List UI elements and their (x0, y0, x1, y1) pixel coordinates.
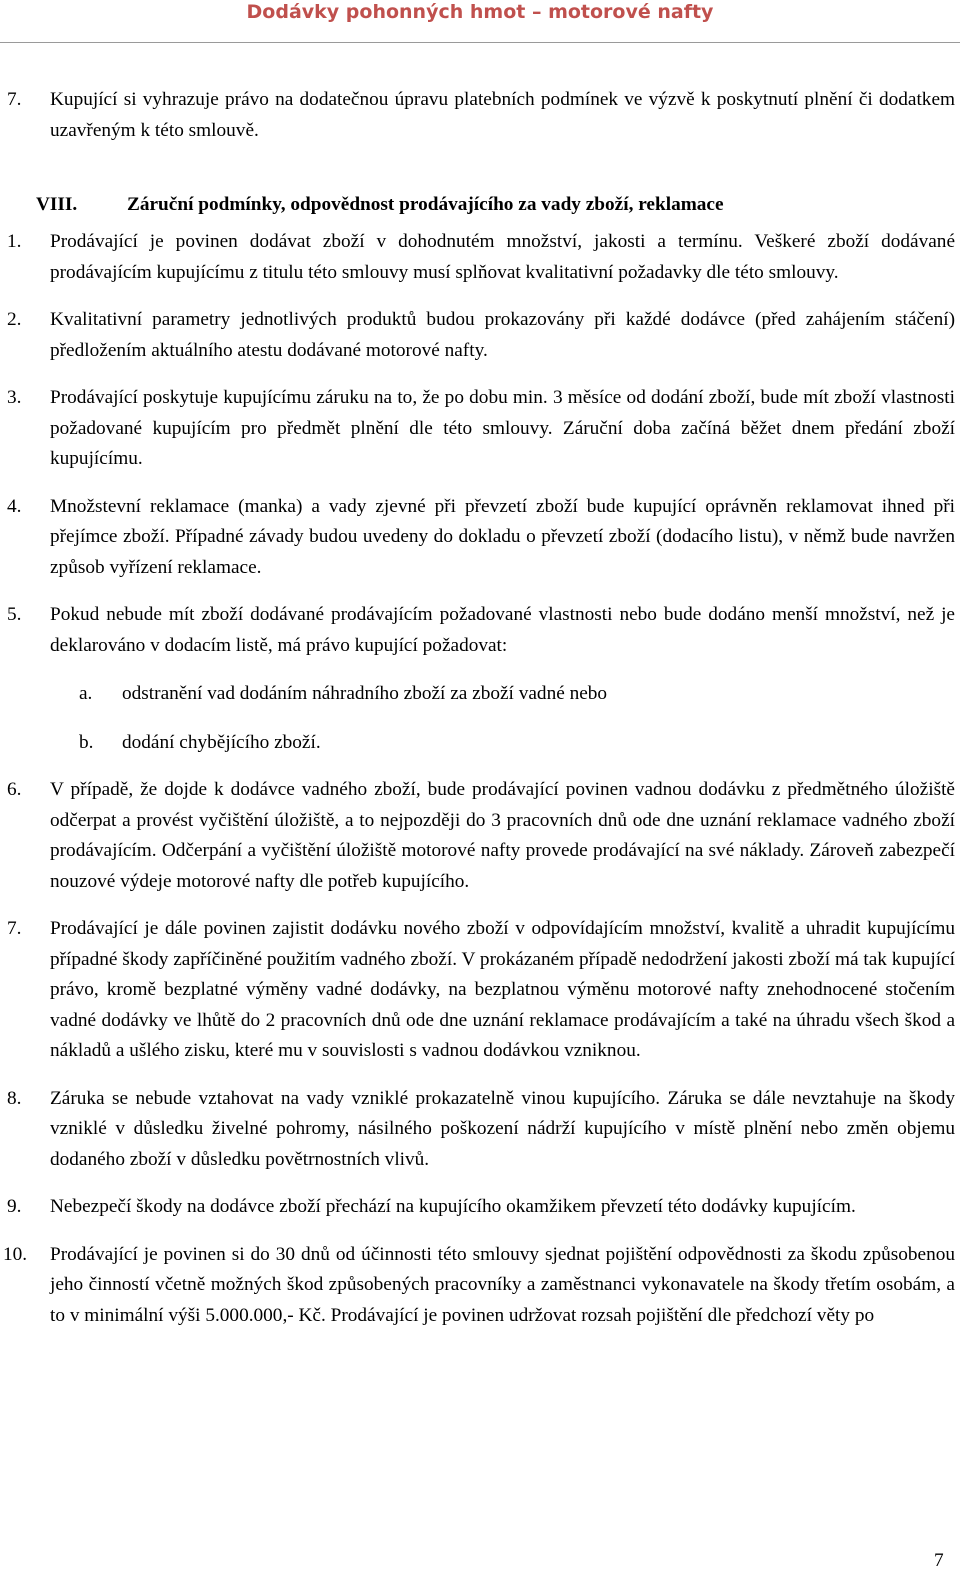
section-number: VIII. (36, 194, 78, 215)
clause-text: Nebezpečí škody na dodávce zboží přechází na kupujícího okamžikem převzetí této dodávky kupujícím. (50, 1196, 856, 1217)
clause-text: V případě, že dojde k dodávce vadného zboží, bude prodávající povinen vadnou dodávku z předmětného úložiště odčerpat a provést vyčištění úložiště, a to nejpozději do 3 pracovních dnů ode dne uznání reklamace vadného zboží prodávajícím. Odčerpání a vyčištění úložiště motorové nafty provede prodávající na své náklady. Zároveň zabezpečí nouzové výdeje motorové nafty dle potřeb kupujícího. (50, 779, 955, 892)
clause-text: Množstevní reklamace (manka) a vady zjevné při převzetí zboží bude kupující oprávněn reklamovat ihned při přejímce zboží. Případné závady budou uvedeny do dokladu o převzetí zboží (dodacího listu), v němž bude navržen způsob vyřízení reklamace. (50, 495, 955, 578)
subclause-text: dodání chybějícího zboží. (122, 731, 321, 753)
clause-number: 4. (7, 495, 22, 517)
clause-number: 3. (7, 387, 22, 408)
clause-number: 9. (7, 1196, 22, 1217)
section-heading (0, 190, 960, 220)
clause-number: 7. (7, 918, 22, 939)
clause-text: Záruka se nebude vztahovat na vady vzniklé prokazatelně vinou kupujícího. Záruka se dále nevztahuje na škody vzniklé v důsledku živelné pohromy, násilného poškození nádrží kupujícího v místě plnění nebo změn objemu dodaného zboží v důsledku povětrnostních vlivů. (50, 1087, 955, 1170)
clause-text: Prodávající je povinen dodávat zboží v dohodnutém množství, jakosti a termínu. Veškeré zboží dodávané prodávajícím kupujícímu z titulu této smlouvy musí splňovat kvalitativní požadavky dle této smlouvy. (50, 231, 955, 283)
clause-number: 2. (7, 309, 22, 330)
section-title: Záruční podmínky, odpovědnost prodávajícího za vady zboží, reklamace (127, 194, 724, 215)
clause-7 (7, 914, 955, 1067)
clause-text: Prodávající je povinen si do 30 dnů od účinnosti této smlouvy sjednat pojištění odpovědnosti za škodu způsobenou jeho činností včetně možných škod způsobených pracovníky a zaměstnanci vykonavatele na škody třetím osobám, a to v minimální výši 5.000.000,- Kč. Prodávající je povinen udržovat rozsah pojištění dle předchozí věty po (50, 1243, 955, 1326)
subclause-a (79, 679, 960, 710)
header-divider (0, 42, 960, 43)
clause-5 (7, 600, 955, 661)
intro-paragraph (7, 85, 955, 146)
clause-text: Kvalitativní parametry jednotlivých produktů budou prokazovány při každé dodávce (před zahájením stáčení) předložením aktuálního atestu dodávané motorové nafty. (50, 309, 955, 361)
clause-1 (7, 227, 955, 288)
clause-10 (3, 1240, 955, 1332)
clause-text: Prodávající je dále povinen zajistit dodávku nového zboží v odpovídajícím množství, kvalitě a uhradit kupujícímu případné škody zapříčiněné použitím vadného zboží. V prokázaném případě nedodržení jakosti zboží má tak kupující právo, kromě bezplatné výměny vadné dodávky, na bezplatnou výměnu motorové nafty znehodnocené stočením vadné dodávky ve lhůtě do 2 pracovních dnů ode dne uznání reklamace prodávajícím a také na úhradu všech škod a nákladů a ušlého zisku, které mu v souvislosti s vadnou dodávkou vzniknou. (50, 918, 955, 1061)
clause-number: 8. (7, 1087, 22, 1109)
clause-3 (7, 383, 955, 475)
subclause-text: odstranění vad dodáním náhradního zboží za zboží vadné nebo (122, 683, 608, 704)
subclause-letter: a. (79, 683, 93, 704)
paragraph-text: Kupující si vyhrazuje právo na dodatečnou úpravu platebních podmínek ve výzvě k poskytnutí plnění či dodatkem uzavřeným k této smlouvě. (50, 89, 955, 141)
clause-number: 10. (3, 1243, 28, 1265)
subclause-b (79, 728, 960, 759)
page-number: 7 (934, 1550, 944, 1571)
header-title: Dodávky pohonných hmot – motorové nafty (246, 1, 714, 23)
clause-number: 1. (7, 231, 22, 252)
document-header (0, 0, 960, 40)
clause-2 (7, 305, 955, 366)
clause-9 (7, 1192, 955, 1223)
clause-8 (7, 1084, 955, 1176)
clause-4 (7, 492, 955, 584)
document-body (0, 85, 960, 1331)
subclause-letter: b. (79, 731, 94, 753)
clause-6 (7, 775, 955, 897)
paragraph-number: 7. (7, 89, 22, 110)
clause-number: 5. (7, 604, 22, 625)
clause-text: Prodávající poskytuje kupujícímu záruku na to, že po dobu min. 3 měsíce od dodání zboží, bude mít zboží vlastnosti požadované kupujícím pro předmět plnění dle této smlouvy. Záruční doba začíná běžet dnem předání zboží kupujícímu. (50, 387, 955, 469)
clause-number: 6. (7, 779, 22, 800)
clause-text: Pokud nebude mít zboží dodávané prodávajícím požadované vlastnosti nebo bude dodáno menší množství, než je deklarováno v dodacím listě, má právo kupující požadovat: (50, 604, 955, 656)
